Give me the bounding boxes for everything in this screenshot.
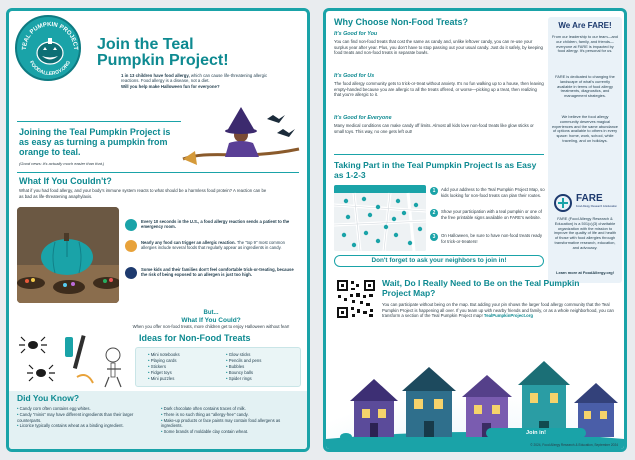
ideas-heading: Ideas for Non-Food Treats [139, 333, 251, 343]
teal-pumpkin-photo [17, 207, 119, 303]
footer-copyright: © 2024, Food Allergy Research & Education, September 2024 [530, 443, 618, 447]
fare-logo [554, 193, 616, 213]
list-item: • Candy "minis" may have different ingredients than their larger counterparts. [17, 412, 152, 424]
but-heading: But... [203, 310, 219, 316]
logo-ring-text: TEAL PUMPKIN PROJECT [21, 21, 79, 51]
list-item: • Bubbles [226, 364, 261, 370]
title-line-1: Join the Teal [97, 36, 194, 53]
fare-paragraph: We believe the food allergy community deserves magical experiences and the same abundance of options available to others in every space: home, work, school, while traveling, and on holidays. [552, 114, 618, 143]
food-icon [125, 240, 137, 252]
join-in-badge: Join in! [486, 428, 586, 438]
logo-url: FOODALLERGY.ORG [28, 59, 73, 78]
treats-illustration [17, 333, 129, 389]
fare-heading: We Are FARE! [558, 21, 612, 30]
step-text: Add your address to the Teal Pumpkin Project Map, so kids looking for non-food treats can plan their routes. [441, 187, 545, 198]
fare-paragraph: FARE (Food Allergy Research & Education) is a 501(c)(3) charitable organization with the mission to improve the quality of life and health of those with food allergies through transformative research, education, and advocacy. [553, 216, 617, 250]
list-item: • Stickers [148, 364, 180, 370]
fact-text: Some kids and their families don't feel comfortable trick-or-treating, because the risk of being exposed to an allergen is just too high. [141, 267, 294, 278]
list-item: • Make-up products or face paints may contain food allergens as ingredients. [161, 418, 296, 430]
fare-paragraph: FARE is dedicated to changing the landscape of what's currently available in terms of food allergy treatments, diagnostics, and management strategies. [555, 74, 615, 99]
did-you-know-column-2 [161, 406, 296, 435]
list-item: • Pencils and pens [226, 358, 261, 364]
list-item: • Licorice typically contains wheat as a binding ingredient. [17, 423, 152, 429]
ideas-list [135, 347, 301, 387]
wait-text: You can participate without being on the map. But adding your pin shows the larger food allergy community that the Teal Pumpkin Project is happening all over. If you team up with nearby friends and family, or as a whole neighborhood, you can transform a section of the Teal Pumpkin Project map! [382, 302, 614, 319]
good-text: You can find non-food treats that cost the same as candy and, unlike leftover candy, you can re-use your surplus year after year. Plus, you don't have to stop passing out your usual candy. Just do it safely, by keeping food treats and non-food treats in separate bowls. [334, 39, 543, 56]
fare-paragraph: From our leadership to our team—and our children, family, and friends—everyone at FARE is impacted by food allergy. It's personal for us. [552, 34, 618, 54]
stats-question: Will you help make Halloween fun for everyone? [121, 83, 220, 89]
stats-intro [121, 73, 271, 89]
clock-icon [125, 219, 137, 231]
fare-logo-subtext: Food Allergy Research & Education [576, 205, 617, 208]
list-item: • Dark chocolate often contains traces of milk. [161, 406, 296, 412]
list-item: • Mini puzzles [148, 376, 180, 382]
fact-rest: The "top 9" most common allergies include several foods that regularly appear as ingredients in candy. [141, 240, 285, 251]
right-page [323, 8, 627, 452]
website-link[interactable]: TealPumpkinProject.org [483, 313, 534, 319]
good-text: Many medical conditions can make candy off limits. Almost all kids love non-food treats like glow sticks or small toys. This way, no one gets left out! [334, 123, 534, 134]
family-icon [125, 267, 137, 279]
stats-bold: 1 in 13 children have food allergy, [121, 73, 190, 78]
joining-heading: Joining the Teal Pumpkin Project is as easy as turning a pumpkin from orange to teal. [19, 127, 171, 157]
qr-code[interactable] [336, 279, 376, 319]
what-if-could-text: When you offer non-food treats, more children get to enjoy Halloween without fear! [132, 324, 290, 329]
fare-logo-text: FARE [576, 193, 603, 204]
why-heading: Why Choose Non-Food Treats? [334, 17, 468, 27]
wait-heading: Wait, Do I Really Need to Be on the Teal Pumpkin Project Map? [382, 278, 580, 298]
joining-note: (Good news: it's actually much easier than that.) [19, 161, 105, 166]
spider-ring-icon [19, 337, 55, 381]
list-item: • Glow sticks [226, 352, 261, 358]
list-item: • Bouncy balls [226, 370, 261, 376]
fare-sidebar [548, 17, 622, 283]
fact-bold: Nearly any food can trigger an allergic reaction. [141, 240, 236, 245]
dont-forget-banner: Don't forget to ask your neighbors to join in! [334, 255, 544, 267]
taking-part-heading: Taking Part in the Teal Pumpkin Project Is as Easy as 1-2-3 [334, 160, 537, 180]
good-heading: It's Good for Us [334, 73, 375, 79]
ideas-column-1 [148, 352, 180, 382]
divider [334, 154, 544, 155]
stats-rest: which can cause life-threatening allergic reactions. Food allergy is a disease, not a diet. [121, 73, 268, 84]
divider [17, 172, 299, 173]
teal-pumpkin-map [334, 185, 426, 251]
list-item: • Playing cards [148, 358, 180, 364]
fare-learn-more[interactable]: Learn more at FoodAllergy.org! [556, 270, 614, 275]
witch-illustration [181, 99, 301, 179]
left-page [6, 8, 310, 452]
list-item: • Candy corn often contains egg whites. [17, 406, 152, 412]
wait-paragraph [382, 302, 618, 319]
good-heading: It's Good for Everyone [334, 115, 392, 121]
list-item: • Fidget toys [148, 370, 180, 376]
what-if-text: What if you had food allergy, and your body's immune system reacts to what should be a harmless food protein? A reaction can be as bad as life-threatening anaphylaxis. [19, 188, 267, 199]
what-if-heading: What If You Couldn't? [19, 176, 112, 186]
list-item: • There is no such thing as "allergy-free" candy. [161, 412, 296, 418]
title-line-2: Pumpkin Project! [97, 52, 229, 69]
page-title [97, 37, 277, 69]
ideas-column-2 [226, 352, 261, 382]
step-number: 3 [430, 233, 438, 241]
did-you-know-section [9, 391, 307, 449]
good-text: The food allergy community gets to trick-or-treat without anxiety. It's no fun walking up to a house, then leaving empty-handed because you are allergic to all the treats offered, or worse—picking up a treat, then realizing that you're allergic to it. [334, 81, 544, 98]
step-text: On Halloween, be sure to have non-food treats ready for trick-or-treaters! [441, 233, 543, 244]
list-item: • Some brands of moldable clay contain wheat. [161, 429, 296, 435]
good-heading: It's Good for You [334, 31, 378, 37]
did-you-know-heading: Did You Know? [17, 393, 80, 403]
step-text: Show your participation with a teal pumpkin or one of the free printable signs available on FARE's website. [441, 209, 542, 220]
what-if-could [129, 317, 293, 330]
logo-ring [17, 17, 83, 83]
list-item: • Mini notebooks [148, 352, 180, 358]
step-number: 2 [430, 209, 438, 217]
what-if-could-heading: What If You Could? [181, 317, 241, 324]
step-number: 1 [430, 187, 438, 195]
list-item: • Spider rings [226, 376, 261, 382]
fact-text: Every 10 seconds in the U.S., a food allergy reaction sends a patient to the emergency room. [141, 219, 290, 230]
teal-pumpkin-logo [15, 15, 81, 81]
did-you-know-column-1 [17, 406, 152, 429]
